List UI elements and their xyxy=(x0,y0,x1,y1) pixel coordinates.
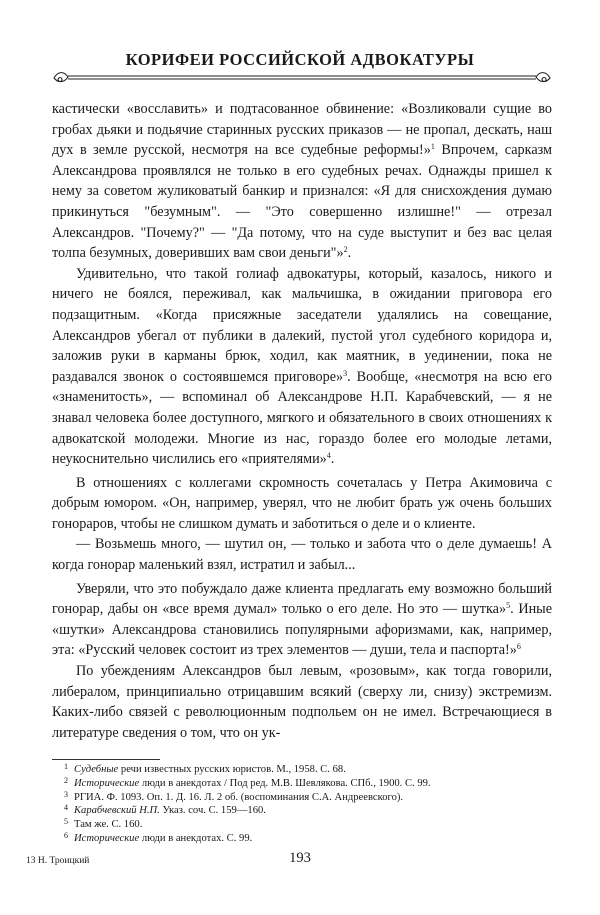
text-run: . xyxy=(347,245,352,262)
text-run: Уверяли, что это побуждало даже клиента предлагать ему возможно больший гонорар, дабы он «все время думал» только о его деле. Но это — шутка» xyxy=(52,580,552,618)
text-run: — Возьмешь много, — шутил он, — только и забота что о деле думаешь! А когда гонорар маленький взял, истратил и забыл... xyxy=(52,536,552,574)
footnotes xyxy=(64,762,554,846)
header-ornament-rule xyxy=(52,70,552,86)
text-run: Впрочем, сарказм Александрова проявлялся не только в его судебных речах. Однажды пришел к нему за советом жуликоватый банкир и признался: «Я для снисхождения думаю прикинуться "безумным". — "Это совершенно излишне!" — отрезал Александров. "Почему?" — "Да потому, что на суде выступит и без вас целая толпа безумных, доверивших вам свои деньги"» xyxy=(52,142,552,262)
paragraph-2 xyxy=(52,264,552,470)
footnote-ref: 6 xyxy=(516,642,521,652)
text-run: По убеждениям Александров был левым, «розовым», как тогда говорили, либералом, принципиально отрицавшим всякий (сверху ли, снизу) экстремизм. Каких-либо связей с революционным подпольем он не имел. Встречающиеся в литературе сведения о том, что он ук- xyxy=(52,663,552,741)
footnote-ref: 1 xyxy=(430,142,435,152)
footnote-2: 2 Исторические люди в анекдотах / Под ред. М.В. Шевлякова. СПб., 1900. С. 99. xyxy=(64,775,431,789)
paragraph-4 xyxy=(52,534,552,575)
running-header-title: КОРИФЕИ РОССИЙСКОЙ АДВОКАТУРЫ xyxy=(125,50,475,69)
footnote-ref: 3 xyxy=(343,368,348,378)
text-run: В отношениях с коллегами скромность сочеталась у Петра Акимовича с добрым юмором. «Он, например, уверял, что не любит брать уж очень больших гонораров, чтобы не слишком думать и заботиться о деле и о клиенте. xyxy=(52,474,552,532)
footnote-3: 3 РГИА. Ф. 1093. Оп. 1. Д. 16. Л. 2 об. (воспоминания С.А. Андреевского). xyxy=(64,789,404,803)
footnote-separator xyxy=(52,759,160,760)
text-run: кастически «восславить» и подтасованное обвинение: «Возликовали сущие во гробах дьяки и подьячие старинных русских приказов — не пропал, дескать, наш дух в земле русской, несмотря на все судебные реформы!» xyxy=(52,101,552,159)
footnote-1: 1 Судебные речи известных русских юристов. М., 1958. С. 68. xyxy=(64,762,346,775)
footnote-ref: 4 xyxy=(326,451,331,461)
footnote-6: 6 Исторические люди в анекдотах. С. 99. xyxy=(64,830,253,844)
paragraph-1 xyxy=(52,99,552,264)
footnote-ref: 2 xyxy=(343,245,348,255)
footnote-4: 4 Карабчевский Н.П. Указ. соч. С. 159—160. xyxy=(64,803,266,817)
text-run: Удивительно, что такой голиаф адвокатуры, который, казалось, никого и ничего не боялся, переживал, как мальчишка, в ожидании приговора его подзащитным. «Когда присяжные заседатели удалялись на совещание, Александров убегал от публики в далекий, пустой угол судебного коридора и, заложив руки в карманы брюк, ходил, как маятник, в уединении, пока не раздавался звонок о состоявшемся приговоре» xyxy=(52,265,552,385)
paragraph-6 xyxy=(52,661,552,743)
text-run: . xyxy=(330,451,335,468)
printer-signature: 13 Н. Троицкий xyxy=(26,856,90,866)
page-number: 193 xyxy=(289,850,311,866)
paragraph-3 xyxy=(52,473,552,535)
text-run: . Иные «шутки» Александрова становились популярными афоризмами, как, например, эта: «Русский человек состоит из трех элементов — души, тела и паспорта!» xyxy=(52,601,552,659)
footnote-5: 5 Там же. С. 160. xyxy=(64,817,143,831)
text-run: . Вообще, «несмотря на всю его «знаменитость», — вспоминал об Александрове Н.П. Карабчевский, — я не знавал человека более доступного, мягкого и обязательного в своих отношениях к адвокатской молодежи. Многие из нас, гораздо более его молодые летами, неукоснительно числились его «приятелями» xyxy=(52,368,552,468)
footnote-ref: 5 xyxy=(506,601,511,611)
paragraph-5 xyxy=(52,579,552,661)
main-text xyxy=(52,99,552,743)
